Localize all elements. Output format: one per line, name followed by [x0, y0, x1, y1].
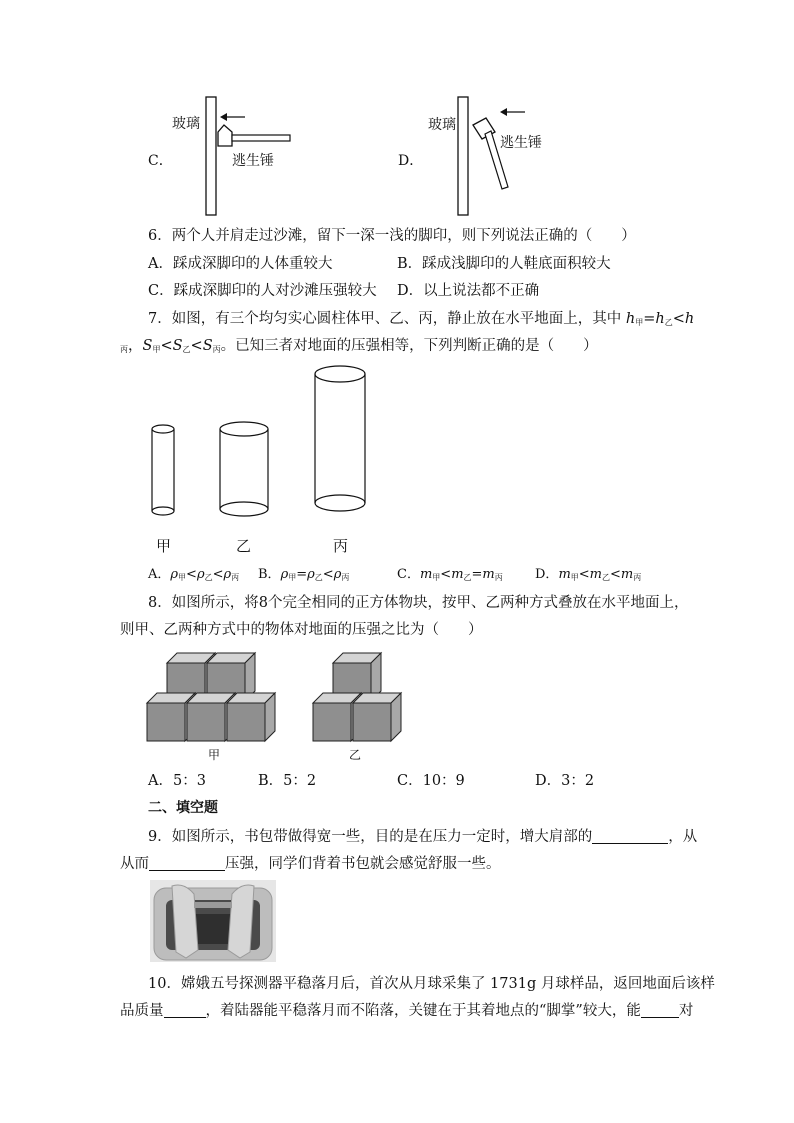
q9-line1: 9．如图所示，书包带做得宽一些，目的是在压力一定时，增大肩部的 ，从	[148, 829, 698, 845]
q5-option-d-label: D．	[398, 153, 424, 169]
q7-cylinders-figure	[140, 362, 380, 522]
q6-option-c: C．踩成深脚印的人对沙滩压强较大	[148, 283, 377, 299]
q8-label-yi: 乙	[349, 748, 362, 762]
q7-label-bing: 丙	[333, 537, 349, 555]
glass-pane	[206, 97, 216, 215]
q10-line2: 品质量 ，着陆器能平稳落月而不陷落，关键在于其着地点的“脚掌”较大，能 对	[120, 1003, 694, 1019]
q7-stem-line1: 7．如图，有三个均匀实心圆柱体甲、乙、丙，静止放在水平地面上，其中 $h_甲=h_乙<h$	[148, 311, 695, 327]
hammer-handle	[232, 135, 290, 141]
q7-stem-line2: $_丙$，$S_甲<S_乙<S_丙$。已知三者对地面的压强相等，下列判断正确的是（ ）	[120, 338, 598, 354]
hammer-head	[218, 125, 232, 146]
q8-label-jia: 甲	[208, 748, 221, 762]
q8-stem-line2: 则甲、乙两种方式中的物体对地面的压强之比为（ ）	[120, 622, 483, 638]
q5-d-glass-label: 玻璃	[428, 117, 456, 133]
cylinder-yi	[220, 422, 268, 516]
q7-option-c: C．$m_甲<m_乙=m_丙$	[397, 567, 503, 582]
q8-option-d: D．3：2	[535, 773, 595, 789]
q9-blank-1[interactable]	[592, 829, 668, 844]
q6-option-a: A．踩成深脚印的人体重较大	[148, 256, 333, 272]
q5-c-glass-label: 玻璃	[172, 116, 200, 132]
cylinder-jia	[152, 425, 174, 515]
q6-option-b: B．踩成浅脚印的人鞋底面积较大	[397, 256, 611, 272]
section-heading: 二、填空题	[148, 800, 218, 816]
q7-label-jia: 甲	[156, 537, 172, 555]
q7-option-a: A．$\rho_甲<\rho_乙<\rho_丙$	[148, 567, 240, 582]
q5-d-hammer-label: 逃生锤	[500, 135, 542, 151]
q10-line1: 10．嫦娥五号探测器平稳落月后，首次从月球采集了 1731g 月球样品，返回地面后该样	[148, 976, 715, 992]
q6-option-d: D．以上说法都不正确	[397, 283, 540, 299]
q9-line2: 从而 压强，同学们背着书包就会感觉舒服一些。	[120, 856, 501, 872]
q5-figure-d	[440, 92, 550, 222]
cylinder-bing	[315, 366, 365, 511]
glass-pane	[458, 97, 468, 215]
q7-option-d: D．$m_甲<m_乙<m_丙$	[535, 567, 642, 582]
q7-label-yi: 乙	[236, 537, 252, 555]
q7-option-b: B．$\rho_甲=\rho_乙<\rho_丙$	[258, 567, 350, 582]
q8-option-c: C．10：9	[397, 773, 465, 789]
backpack-photo	[150, 880, 276, 962]
q10-blank-1[interactable]	[164, 1003, 206, 1018]
q8-option-b: B．5：2	[258, 773, 317, 789]
q8-stem-line1: 8．如图所示，将8个完全相同的正方体物块，按甲、乙两种方式叠放在水平地面上，	[148, 595, 689, 611]
q6-stem: 6．两个人并肩走过沙滩，留下一深一浅的脚印，则下列说法正确的（ ）	[148, 228, 636, 244]
q5-option-c-label: C．	[148, 153, 173, 169]
q9-blank-2[interactable]	[149, 856, 225, 871]
q10-blank-2[interactable]	[641, 1003, 679, 1018]
q8-blocks-figure	[145, 645, 415, 745]
arrangement-jia	[147, 653, 275, 741]
arrangement-yi	[313, 653, 401, 741]
q8-option-a: A．5：3	[148, 773, 206, 789]
q5-c-hammer-label: 逃生锤	[232, 153, 274, 169]
